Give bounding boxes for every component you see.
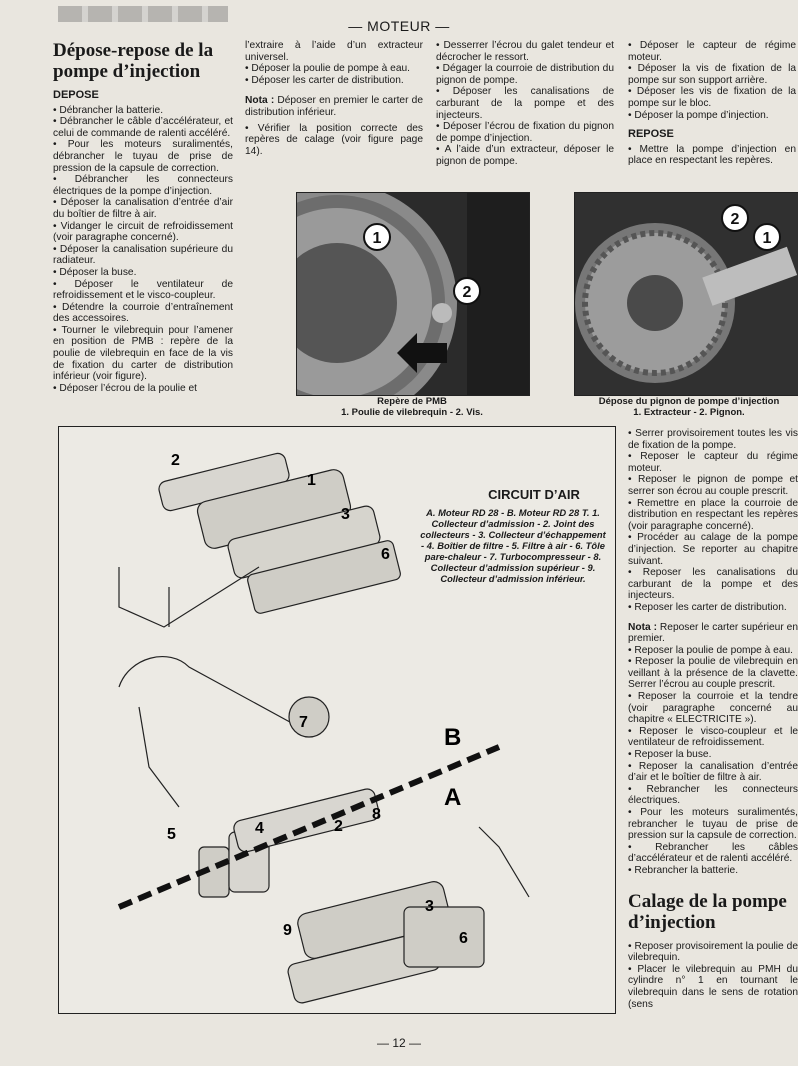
photo1-marker-2: 2	[462, 284, 472, 301]
air-circuit-diagram	[58, 426, 616, 1014]
column-3	[436, 40, 614, 168]
part-number-3-lower: 3	[425, 898, 434, 915]
step-item: • Déposer les canalisations de carburant de la pompe et des injecteurs.	[436, 86, 614, 121]
part-number-3-upper: 3	[341, 506, 350, 523]
column-2-steps-b	[245, 123, 423, 158]
photo2-caption-title: Dépose du pignon de pompe d’injection	[598, 396, 780, 407]
step-item: • Rebrancher les connecteurs électriques.	[628, 783, 798, 807]
step-item: • Vérifier la position correcte des repères de calage (voir figure page 14).	[245, 122, 423, 157]
step-item: • Détendre la courroie d’entraînement des accessoires.	[53, 301, 233, 325]
step-item: • Reposer le capteur du régime moteur.	[628, 451, 798, 474]
step-item: • Reposer les canalisations du carburant de la pompe et des injecteurs.	[628, 567, 798, 602]
part-number-1: 1	[307, 472, 316, 489]
step-item: • Remettre en place la courroie de distribution en respectant les repères (voir paragraphe concerné).	[628, 497, 798, 532]
note-text: Déposer en premier le carter de distribution inférieur.	[245, 95, 423, 118]
step-item: • A l’aide d’un extracteur, déposer le pignon de pompe.	[436, 144, 614, 167]
step-item: • Déposer les vis de fixation de la pompe sur le bloc.	[628, 86, 796, 109]
step-item: • Déposer les carter de distribution.	[245, 74, 404, 86]
step-item: • Serrer provisoirement toutes les vis de fixation de la pompe.	[628, 428, 798, 451]
step-item: • Reposer la canalisation d’entrée d’air et le boîtier de filtre à air.	[628, 760, 798, 784]
column-4-steps	[628, 40, 796, 121]
step-item: • Reposer la courroie et la tendre (voir paragraphe concerné au chapitre « ELECTRICITE »).	[628, 691, 798, 726]
repose-steps-final	[628, 645, 798, 877]
photo1-marker-1: 1	[372, 230, 382, 247]
step-item: • Dégager la courroie de distribution du pignon de pompe.	[436, 63, 614, 86]
part-number-4: 4	[255, 820, 264, 837]
label-b: B	[444, 724, 462, 751]
step-item: • Reposer provisoirement la poulie de vilebrequin.	[628, 940, 798, 964]
step-item: • Reposer le visco-coupleur et le ventilateur de refroidissement.	[628, 725, 798, 749]
step-item: • Pour les moteurs suralimentés, rebrancher le tuyau de prise de pression sur la capsule de correction.	[628, 807, 798, 842]
step-item: • Reposer la poulie de pompe à eau.	[628, 644, 793, 656]
step-item: • Déposer l’écrou de fixation du pignon de pompe d’injection.	[436, 121, 614, 144]
step-item: • Déposer le capteur de régime moteur.	[628, 40, 796, 63]
photo2-caption-text: 1. Extracteur - 2. Pignon.	[633, 407, 745, 418]
step-item: • Rebrancher les câbles d’accélérateur et de ralenti accéléré.	[628, 841, 798, 865]
part-number-7: 7	[299, 714, 308, 731]
column-2-steps	[245, 40, 423, 86]
note-2-text: Reposer le carter supérieur en premier.	[628, 621, 798, 645]
step-item: • Déposer la buse.	[53, 266, 137, 278]
photo2-marker-1: 1	[762, 230, 772, 247]
column-1	[53, 40, 233, 394]
photo2-caption	[580, 396, 798, 418]
calage-title: Calage de la pompe d’injection	[628, 890, 787, 933]
part-number-8: 8	[372, 806, 381, 823]
step-item: • Placer le vilebrequin au PMH du cylindre n° 1 en tournant le vilebrequin dans le sens de rotation (sens	[628, 963, 798, 1010]
step-item: • Déposer la poulie de pompe à eau.	[245, 63, 410, 75]
step-item: • Desserrer l’écrou du galet tendeur et décrocher le ressort.	[436, 40, 614, 63]
photo-pump-gear-removal	[574, 192, 798, 396]
diagram-legend: A. Moteur RD 28 - B. Moteur RD 28 T. 1. Collecteur d’admission - 2. Joint des collecteurs - 3. Collecteur d’échappement - 4. Boîtier de filtre - 5. Filtre à air - 6. Tôle pare-chaleur - 7. Turbocompresseur - 8. Collecteur d’admission supérieur - 9. Collecteur d’admission inférieur.	[420, 507, 606, 584]
part-number-6-upper: 6	[381, 546, 390, 563]
column-3-steps	[436, 40, 614, 168]
depose-heading: DEPOSE	[53, 89, 99, 101]
step-item: • Mettre la pompe d’injection en place en respectant les repères.	[628, 143, 796, 167]
gear-photo-art	[575, 193, 798, 395]
depose-steps	[53, 105, 233, 395]
column-4	[628, 40, 796, 167]
step-item: • Déposer le ventilateur de refroidissement et le visco-coupleur.	[53, 278, 233, 302]
step-item: • Reposer la poulie de vilebrequin en veillant à la présence de la clavette. Serrer l’écrou au couple prescrit.	[628, 656, 798, 691]
section-header: — MOTEUR —	[348, 18, 450, 34]
diagram-title: CIRCUIT D’AIR	[488, 487, 580, 502]
column-5	[628, 428, 798, 1010]
page-number: — 12 —	[376, 1036, 421, 1050]
repose-steps-continued	[628, 428, 798, 614]
step-item: • Débrancher la batterie.	[53, 104, 164, 116]
part-number-6-lower: 6	[459, 930, 468, 947]
step-item: • Rebrancher la batterie.	[628, 864, 739, 876]
photo1-caption	[296, 396, 528, 418]
part-number-9: 9	[283, 922, 292, 939]
repose-steps	[628, 144, 796, 167]
step-item: • Reposer les carter de distribution.	[628, 601, 787, 613]
calage-steps	[628, 941, 798, 1011]
step-item: • Vidanger le circuit de refroidissement (voir paragraphe concerné).	[53, 220, 233, 244]
step-item: l’extraire à l’aide d’un extracteur universel.	[245, 40, 423, 63]
photo1-caption-title: Repère de PMB	[377, 396, 447, 407]
step-item: • Pour les moteurs suralimentés, débrancher le tuyau de prise de pression de la capsule de correction.	[53, 139, 233, 174]
step-item: • Procéder au calage de la pompe d’injection. Se reporter au chapitre suivant.	[628, 532, 798, 567]
photo-pmb-mark	[296, 192, 530, 396]
note	[245, 95, 423, 118]
step-item: • Déposer l’écrou de la poulie et	[53, 382, 198, 394]
column-2	[245, 40, 423, 157]
step-item: • Débrancher le câble d’accélérateur, et celui de commande de ralenti accéléré.	[53, 116, 233, 139]
step-item: • Déposer la canalisation d’entrée d’air du boîtier de filtre à air.	[53, 197, 233, 220]
step-item: • Déposer la vis de fixation de la pompe sur son support arrière.	[628, 63, 796, 86]
repose-heading: REPOSE	[628, 128, 674, 141]
note-2	[628, 622, 798, 645]
note-label: Nota :	[245, 95, 275, 107]
note-2-label: Nota :	[628, 621, 657, 633]
step-item: • Déposer la pompe d’injection.	[628, 109, 769, 121]
part-number-5: 5	[167, 826, 176, 843]
step-item: • Reposer le pignon de pompe et serrer son écrou au couple prescrit.	[628, 474, 798, 497]
step-item: • Déposer la canalisation supérieure du radiateur.	[53, 243, 233, 267]
step-item: • Tourner le vilebrequin pour l’amener en position de PMB : repère de la poulie de vilebrequin en face de la vis de fixation du carter de distribution inférieur (voir figure).	[53, 324, 233, 383]
pulley-photo-art	[297, 193, 529, 395]
part-number-2-lower: 2	[334, 818, 343, 835]
photo2-marker-2: 2	[730, 211, 740, 228]
step-item: • Débrancher les connecteurs électriques de la pompe d’injection.	[53, 174, 233, 197]
step-item: • Reposer la buse.	[628, 749, 712, 761]
label-a: A	[444, 784, 462, 811]
photo1-caption-text: 1. Poulie de vilebrequin - 2. Vis.	[341, 407, 483, 418]
part-number-2-upper: 2	[171, 452, 180, 469]
article-title: Dépose-repose de la pompe d’injection	[53, 40, 214, 82]
